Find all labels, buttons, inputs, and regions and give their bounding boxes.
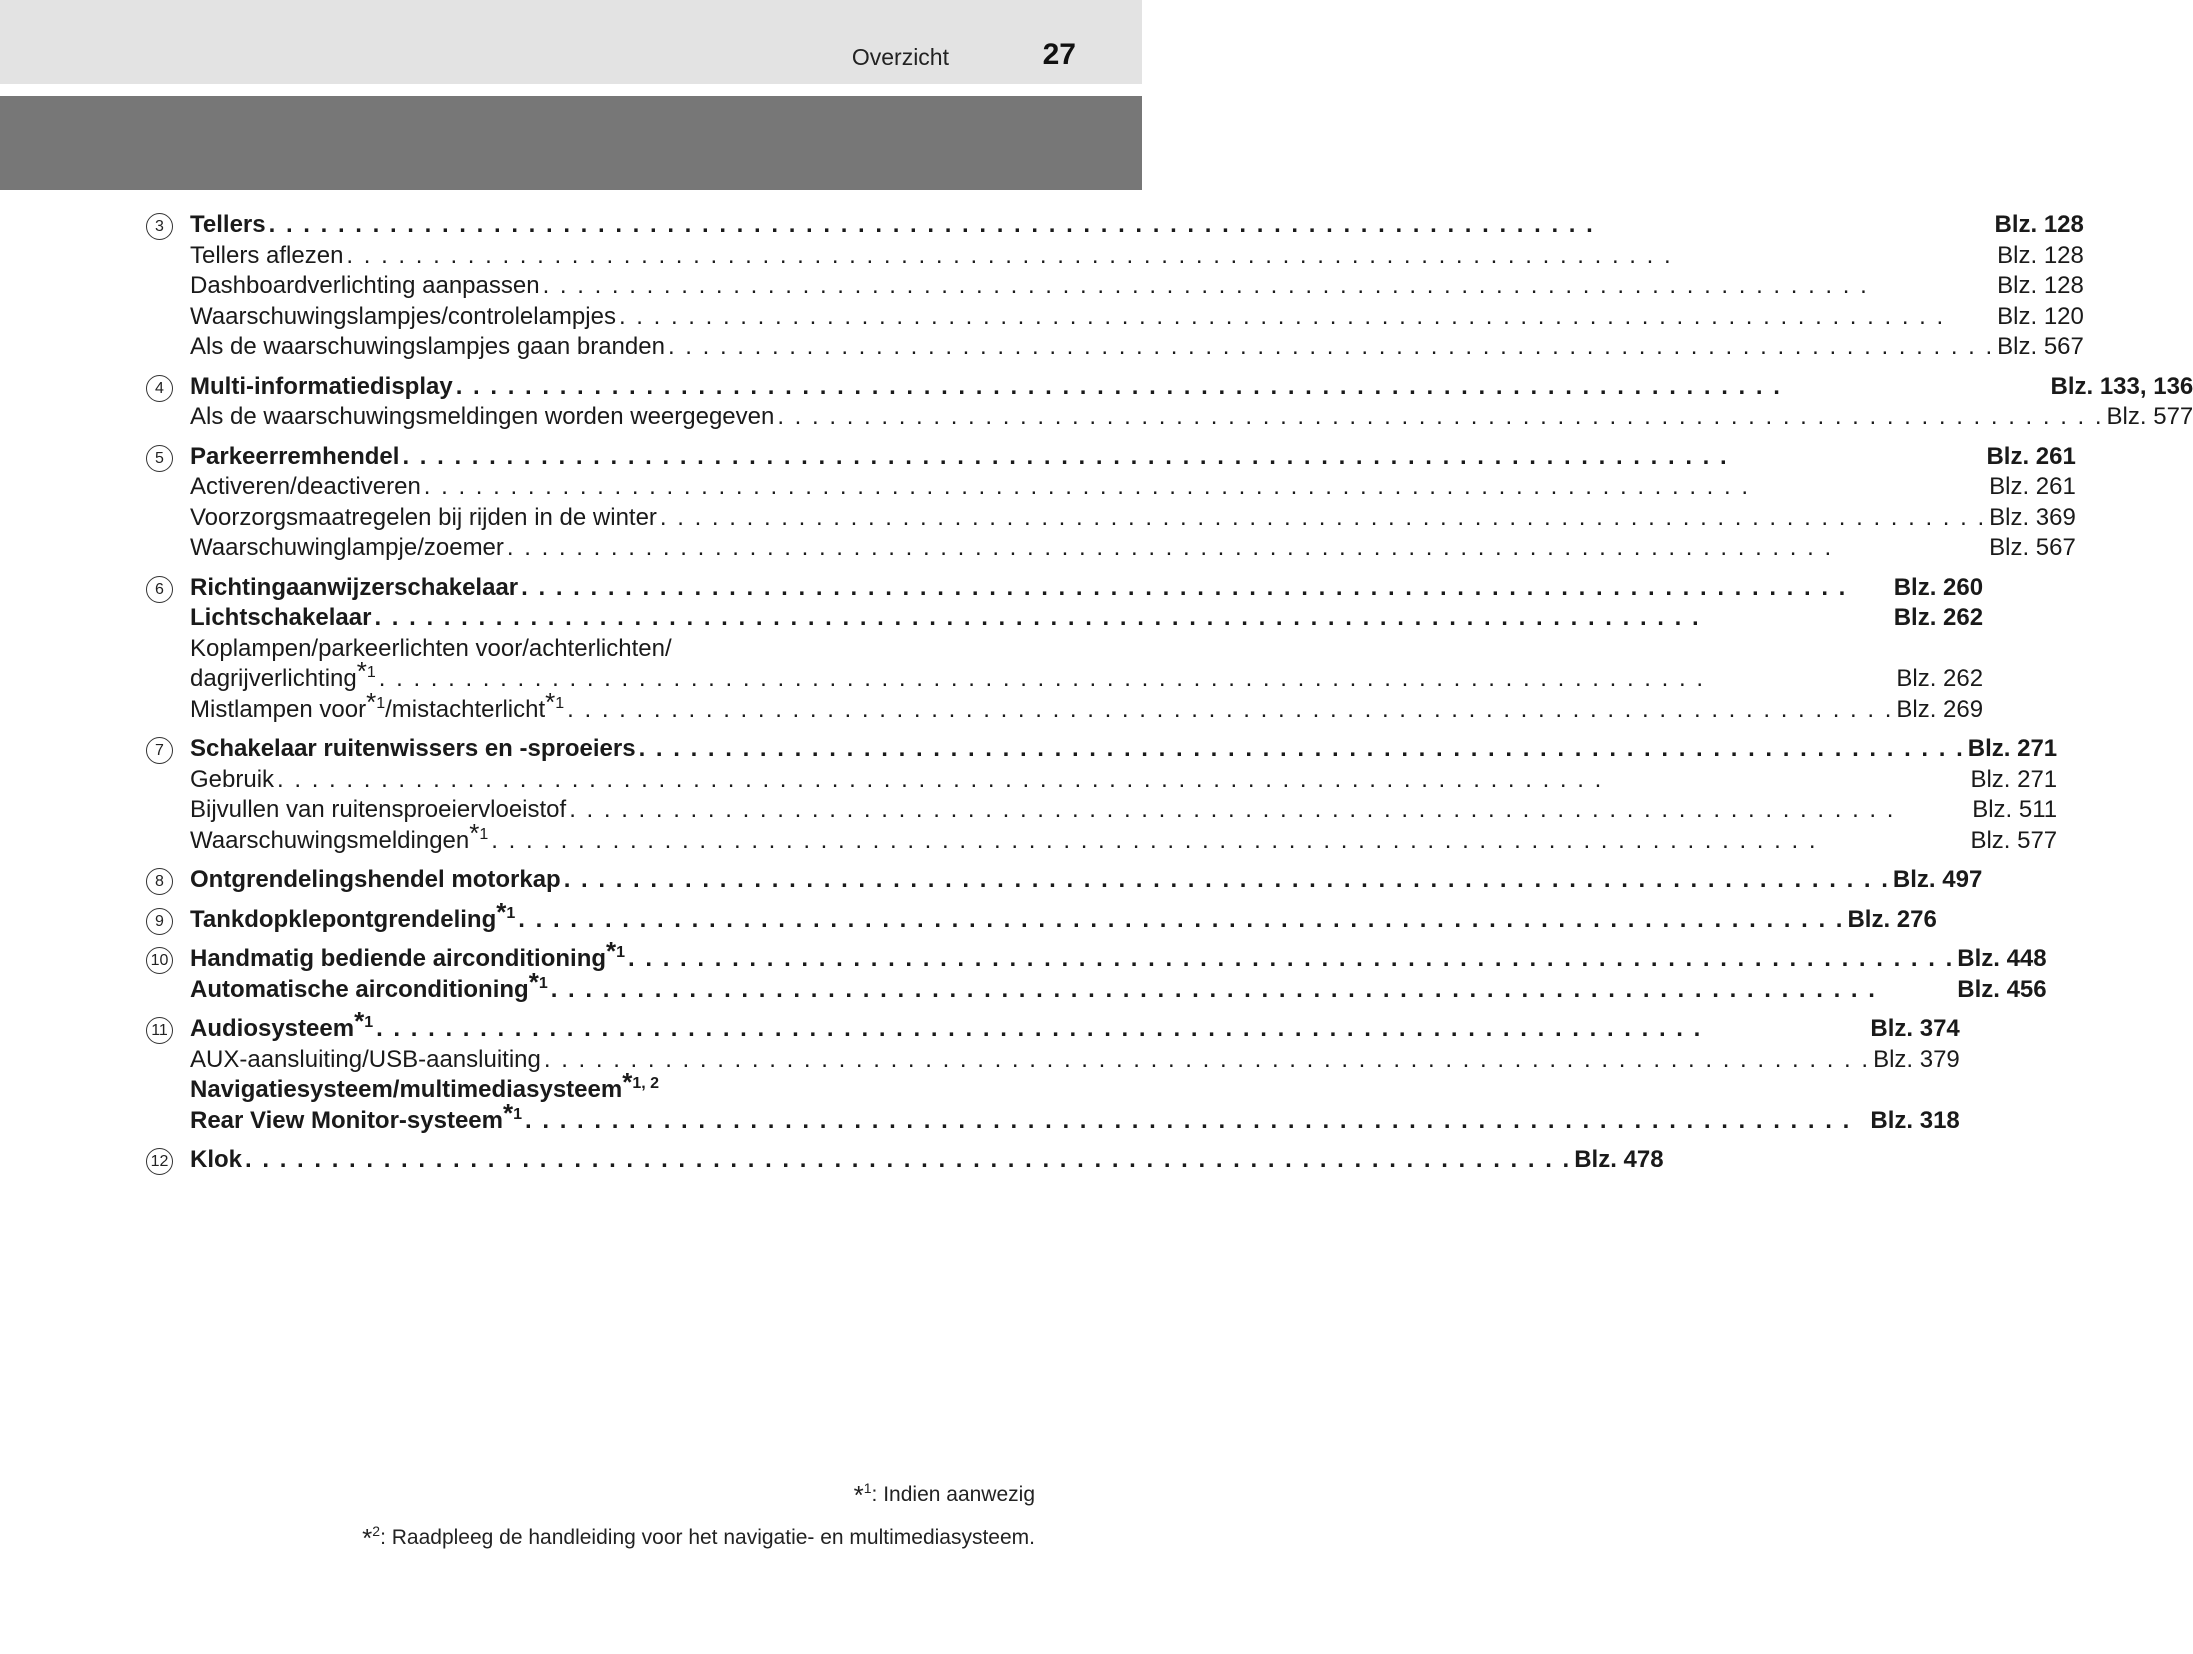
dot-leader: [777, 402, 2103, 433]
page-reference: Blz. 271: [1967, 735, 2058, 762]
page-reference: Blz. 271: [1970, 765, 2058, 793]
entry-number: [146, 573, 190, 603]
footnote-marker: *1: [528, 966, 548, 997]
page-reference: Blz. 120: [1997, 302, 2084, 330]
footnote-number: 1: [863, 1480, 872, 1496]
circled-number: 11: [146, 1017, 173, 1044]
dot-leader: [245, 1145, 1571, 1176]
toc-subitem[interactable]: [190, 634, 1983, 665]
footnote-marker: *1: [356, 656, 376, 686]
entry-number: [146, 442, 190, 472]
toc-heading[interactable]: [190, 734, 2057, 765]
toc-entry: [146, 896, 1937, 936]
footnote-star: *: [356, 656, 367, 686]
circled-number: 3: [146, 213, 173, 240]
entry-text: Koplampen/parkeerlichten voor/achterlichten/: [190, 634, 672, 662]
entry-text: Waarschuwingsmeldingen$^{*1}$: [190, 817, 489, 854]
entry-lines: [190, 1145, 1664, 1176]
dot-leader: [567, 695, 1893, 726]
footnote-star: *: [469, 817, 480, 848]
entry-lines: [190, 573, 1983, 726]
footnote-marker: *1, 2: [622, 1067, 660, 1097]
toc-entry: [146, 936, 2047, 1005]
toc-subitem[interactable]: [190, 817, 2058, 857]
toc-subitem[interactable]: [190, 1045, 1960, 1076]
page-reference: Blz. 276: [1847, 905, 1937, 933]
entry-number: [146, 905, 190, 935]
circled-number: 10: [146, 947, 173, 974]
entry-text: Parkeerremhendel: [190, 442, 400, 470]
entry-lines: [190, 1006, 1960, 1136]
page-reference: Blz. 318: [1870, 1106, 1960, 1134]
footnote-marker: *1: [354, 1006, 374, 1036]
entry-text: AUX-aansluiting/USB-aansluiting: [190, 1045, 541, 1073]
page-reference: Blz. 577: [2106, 403, 2193, 430]
page-reference: Blz. 133, 136: [2050, 372, 2193, 400]
toc-subitem[interactable]: [190, 533, 2076, 564]
page-reference: Blz. 260: [1893, 573, 1984, 601]
toc-entry: [146, 442, 2076, 564]
entry-text: Ontgrendelingshendel motorkap: [190, 866, 561, 893]
dot-leader: [639, 734, 1965, 765]
entry-text: Tellers: [190, 211, 266, 238]
table-of-contents: [146, 210, 2193, 1185]
footnote-marker: *1: [366, 686, 386, 717]
page-number: 27: [1042, 38, 1076, 71]
footnote-star: *: [366, 686, 377, 717]
page-reference: Blz. 478: [1574, 1146, 1664, 1173]
dot-leader: [402, 442, 1983, 473]
footnote-star: *: [606, 936, 617, 966]
toc-subitem[interactable]: [190, 686, 1984, 726]
entry-lines: [190, 734, 2057, 856]
page-reference: Blz. 128: [1997, 272, 2084, 299]
footnote-star: *: [503, 1097, 514, 1128]
footnote-star: *: [853, 1480, 864, 1510]
entry-text: Voorzorgsmaatregelen bij rijden in de winter: [190, 503, 657, 531]
toc-heading[interactable]: [190, 1006, 1960, 1045]
toc-subitem[interactable]: [190, 765, 2057, 796]
footnote-marker: *1: [469, 817, 489, 848]
page-reference: Blz. 269: [1896, 695, 1984, 723]
entry-text: Handmatig bediende airconditioning$^{*1}$: [190, 936, 626, 972]
dot-leader: [346, 241, 1994, 272]
page-reference: Blz. 128: [1994, 211, 2084, 238]
dot-leader: [543, 271, 1995, 302]
dot-leader: [507, 533, 1986, 564]
footnote-text: : Raadpleeg de handleiding voor het navigatie- en multimediasysteem.: [380, 1526, 1035, 1549]
entry-text: Audiosysteem$^{*1}$: [190, 1006, 374, 1042]
toc-subitem[interactable]: [190, 472, 2076, 503]
entry-lines: [190, 210, 2084, 363]
footnotes: [362, 1480, 1035, 1566]
entry-number: [146, 734, 190, 764]
toc-heading[interactable]: [190, 1067, 1960, 1106]
footnote-star: *: [354, 1006, 365, 1036]
toc-subitem[interactable]: [190, 241, 2084, 272]
footnote-star: *: [622, 1067, 633, 1097]
entry-number: [146, 865, 190, 895]
entry-text: dagrijverlichting$^{*1}$: [190, 656, 376, 692]
toc-heading[interactable]: [190, 442, 2076, 473]
header-bar: [0, 0, 1142, 84]
entry-lines: [190, 442, 2076, 564]
page-reference: Blz. 511: [1972, 796, 2058, 823]
entry-number: [146, 372, 190, 402]
entry-lines: [190, 896, 1937, 936]
toc-subitem[interactable]: [190, 402, 2193, 433]
page-reference: Blz. 567: [1989, 534, 2076, 561]
dot-leader: [376, 1014, 1867, 1045]
entry-number: [146, 210, 190, 240]
entry-number: [146, 1145, 190, 1175]
entry-text: Schakelaar ruitenwissers en -sproeiers: [190, 735, 636, 762]
entry-text: Waarschuwinglampje/zoemer: [190, 534, 504, 561]
page-reference: Blz. 128: [1997, 241, 2084, 269]
page-reference: Blz. 577: [1970, 826, 2058, 854]
dot-leader: [660, 503, 1986, 534]
dot-leader: [518, 905, 1844, 936]
entry-text: Rear View Monitor-systeem$^{*1}$: [190, 1097, 523, 1134]
toc-heading[interactable]: [190, 865, 1982, 896]
dot-leader: [668, 332, 1994, 363]
footnote: [362, 1523, 1035, 1554]
toc-subitem[interactable]: [190, 271, 2084, 302]
toc-entry: [146, 573, 1984, 726]
footnote-star: *: [362, 1523, 373, 1553]
dot-leader: [374, 603, 1890, 634]
footnote-marker: *1: [545, 686, 565, 717]
entry-number: [146, 944, 190, 974]
toc-subitem[interactable]: [190, 503, 2076, 534]
entry-text: Navigatiesysteem/multimediasysteem$^{*1, 2}$: [190, 1067, 660, 1103]
toc-entry: [146, 1145, 1664, 1176]
toc-heading[interactable]: [190, 1097, 1960, 1137]
page-reference: Blz. 261: [1986, 442, 2076, 470]
entry-text: Als de waarschuwingsmeldingen worden weergegeven: [190, 403, 775, 430]
footnote-marker: *1: [606, 936, 626, 966]
dot-leader: [544, 1045, 1870, 1076]
toc-subitem[interactable]: [190, 656, 1984, 695]
toc-subitem[interactable]: [190, 332, 2084, 363]
toc-heading[interactable]: [190, 896, 1937, 936]
toc-heading[interactable]: [190, 603, 1983, 634]
footnote-star: *: [528, 966, 539, 997]
toc-entry: [146, 865, 1983, 896]
toc-entry: [146, 734, 2058, 856]
dot-leader: [456, 372, 2048, 403]
toc-entry: [146, 372, 2193, 433]
toc-heading[interactable]: [190, 372, 2193, 403]
dot-leader: [569, 795, 1969, 826]
dot-leader: [491, 826, 1967, 857]
dot-leader: [521, 573, 1891, 604]
dot-leader: [551, 975, 1955, 1006]
entry-text: Activeren/deactiveren: [190, 473, 421, 500]
entry-lines: [190, 936, 2047, 1005]
toc-subitem[interactable]: [190, 302, 2084, 333]
entry-text: Lichtschakelaar: [190, 604, 372, 631]
footnote-text: : Indien aanwezig: [871, 1483, 1035, 1506]
entry-text: Richtingaanwijzerschakelaar: [190, 573, 519, 601]
entry-text: Dashboardverlichting aanpassen: [190, 272, 540, 299]
toc-heading[interactable]: [190, 210, 2084, 241]
dot-leader: [628, 944, 1954, 975]
section-title: Overzicht: [851, 44, 949, 70]
entry-text: Multi-informatiedisplay: [190, 372, 453, 400]
circled-number: 5: [146, 445, 173, 472]
entry-text: Klok: [190, 1146, 243, 1173]
header-band: [0, 96, 1142, 190]
toc-entry: [146, 210, 2084, 363]
entry-text: Tellers aflezen: [190, 241, 344, 269]
entry-text: Als de waarschuwingslampjes gaan branden: [190, 333, 665, 360]
circled-number: 12: [146, 1148, 173, 1175]
footnote-marker: *1: [496, 896, 516, 927]
circled-number: 6: [146, 576, 173, 603]
dot-leader: [525, 1106, 1867, 1137]
circled-number: 8: [146, 868, 173, 895]
page-reference: Blz. 262: [1893, 604, 1984, 631]
entry-lines: [190, 865, 1982, 896]
page-reference: Blz. 456: [1957, 975, 2047, 1003]
circled-number: 7: [146, 737, 173, 764]
entry-number: [146, 1014, 190, 1044]
page-reference: Blz. 567: [1997, 333, 2084, 360]
page-reference: Blz. 262: [1896, 665, 1984, 692]
dot-leader: [277, 765, 1967, 796]
footnote-marker: *1: [503, 1097, 523, 1128]
page-reference: Blz. 369: [1989, 503, 2076, 531]
circled-number: 4: [146, 375, 173, 402]
page-reference: Blz. 379: [1873, 1045, 1960, 1073]
page-reference: Blz. 497: [1892, 866, 1983, 893]
page-reference: Blz. 374: [1870, 1015, 1960, 1042]
toc-heading[interactable]: [190, 966, 2047, 1006]
dot-leader: [424, 472, 1986, 503]
footnote: [362, 1480, 1035, 1511]
entry-text: Gebruik: [190, 765, 275, 793]
entry-text: Tankdopklepontgrendeling$^{*1}$: [190, 896, 516, 933]
toc-heading[interactable]: [190, 573, 1983, 604]
entry-text: Waarschuwingslampjes/controlelampjes: [190, 302, 616, 330]
dot-leader: [619, 302, 1994, 333]
circled-number: 9: [146, 908, 173, 935]
toc-heading[interactable]: [190, 936, 2047, 975]
entry-text: Mistlampen voor$^{*1}$/mistachterlicht$^{*1}$: [190, 686, 565, 723]
dot-leader: [564, 865, 1890, 896]
page-reference: Blz. 261: [1989, 473, 2076, 500]
page-reference: Blz. 448: [1957, 945, 2047, 972]
dot-leader: [379, 664, 1894, 695]
toc-heading[interactable]: [190, 1145, 1664, 1176]
footnote-star: *: [545, 686, 556, 717]
toc-entry: [146, 1006, 1960, 1136]
footnote-star: *: [496, 896, 507, 927]
entry-text: Bijvullen van ruitensproeiervloeistof: [190, 796, 567, 823]
footnote-number: 2: [372, 1523, 381, 1539]
entry-text: Automatische airconditioning$^{*1}$: [190, 966, 548, 1003]
dot-leader: [269, 210, 1992, 241]
entry-lines: [190, 372, 2193, 433]
